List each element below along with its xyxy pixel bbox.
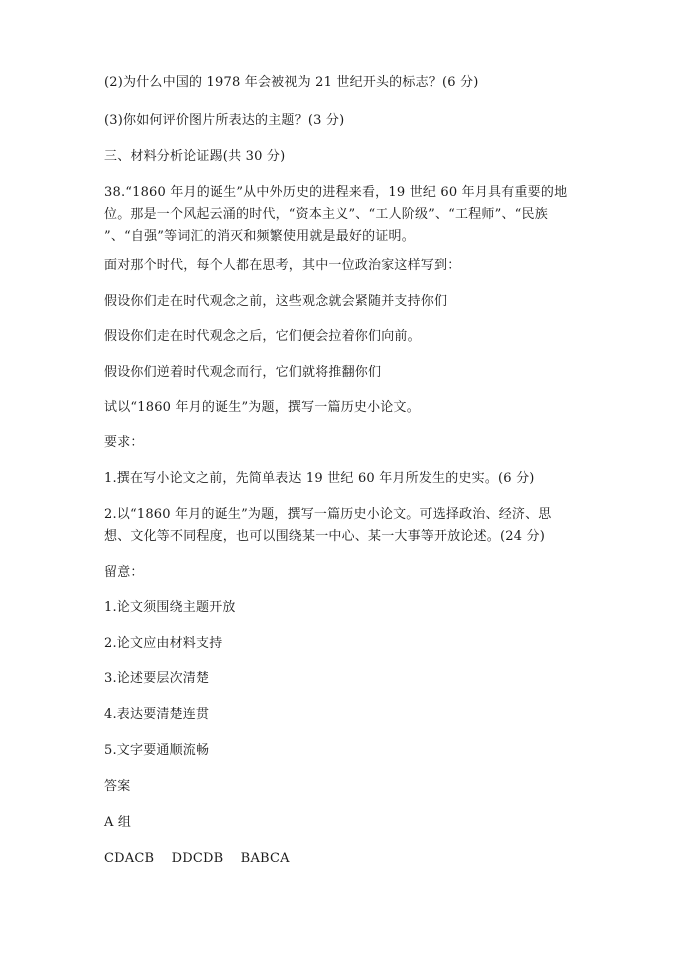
essay-task: 试以“1860 年月的诞生”为题，撰写一篇历史小论文。 [104,400,420,415]
note-2: 2.论文应由材料支持 [104,636,223,651]
answer-label: 答案 [104,779,131,794]
requirement-1: 1.撰在写小论文之前，先简单表达 19 世纪 60 年月所发生的史实。(6 分) [104,471,535,486]
notes-label: 留意： [104,565,144,580]
note-1: 1.论文须围绕主题开放 [104,600,236,615]
question-38-line-3: ”、“自强”等词汇的消灭和频繁使用就是最好的证明。 [104,229,415,244]
quote-1: 假设你们走在时代观念之前，这些观念就会紧随并支持你们 [104,294,448,309]
requirements-label: 要求： [104,435,144,450]
era-intro: 面对那个时代，每个人都在思考，其中一位政治家这样写到： [104,258,461,273]
question-38-line-1: 38.“1860 年月的诞生”从中外历史的进程来看，19 世纪 60 年月具有重要的地 [104,185,568,200]
question-2: (2)为什么中国的 1978 年会被视为 21 世纪开头的标志？(6 分) [104,75,479,90]
group-a-label: A 组 [104,815,132,830]
answer-key: CDACB DDCDB BABCA [104,851,290,866]
section-heading-3: 三、材料分析论证踢(共 30 分) [104,149,286,164]
requirement-2-line-1: 2.以“1860 年月的诞生”为题，撰写一篇历史小论文。可选择政治、经济、思 [104,507,552,522]
note-4: 4.表达要清楚连贯 [104,707,210,722]
note-3: 3.论述要层次清楚 [104,671,210,686]
note-5: 5.文字要通顺流畅 [104,743,210,758]
question-3: (3)你如何评价图片所表达的主题？(3 分) [104,113,345,128]
quote-2: 假设你们走在时代观念之后，它们便会拉着你们向前。 [104,329,421,344]
question-38-line-2: 位。那是一个风起云涌的时代，“资本主义”、“工人阶级”、“工程师”、“民族 [104,207,548,222]
quote-3: 假设你们逆着时代观念而行，它们就将推翻你们 [104,365,382,380]
requirement-2-line-2: 想、文化等不同程度，也可以围绕某一中心、某一大事等开放论述。(24 分) [104,529,546,544]
